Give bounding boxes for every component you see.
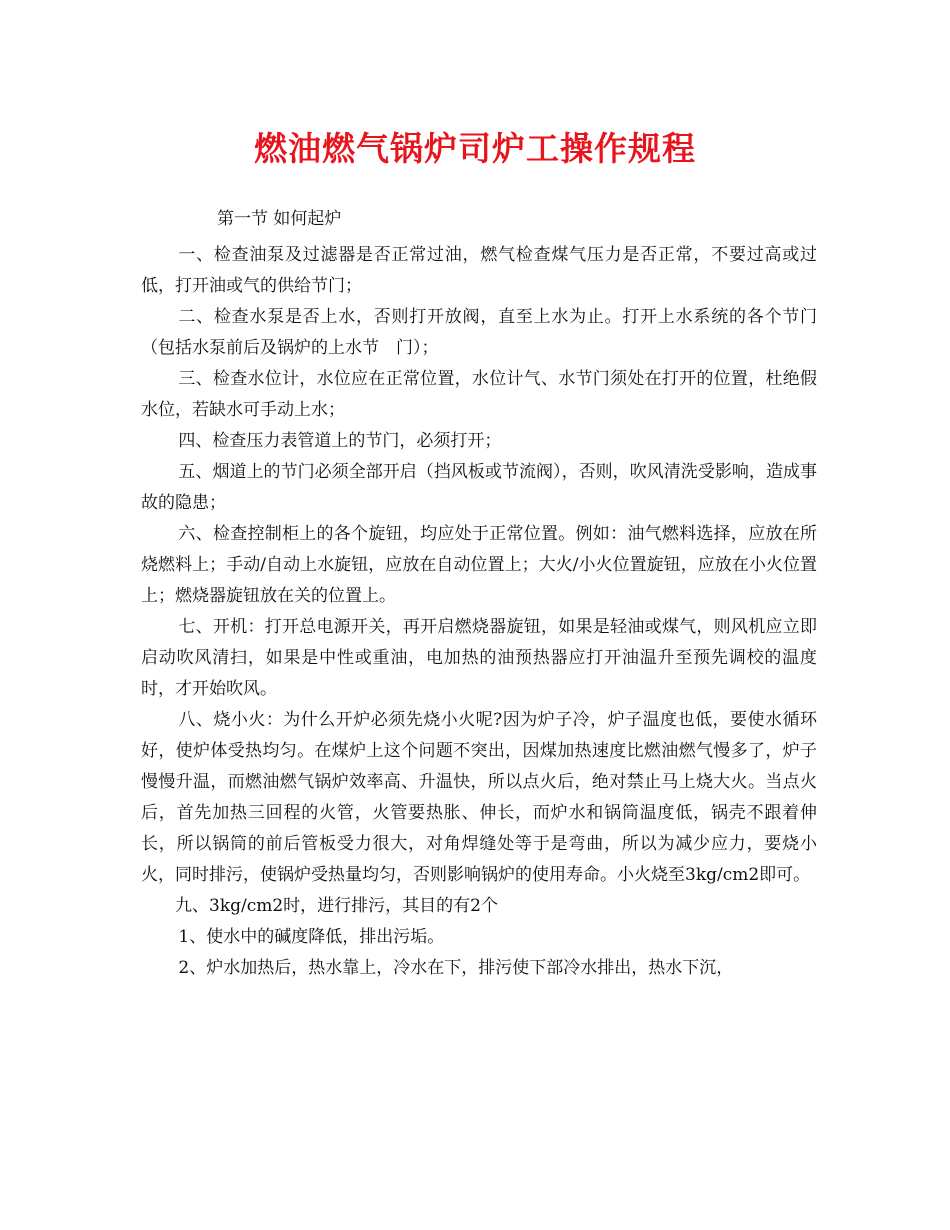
paragraph-step-8: 八、烧小火：为什么开炉必须先烧小火呢?因为炉子冷，炉子温度也低，要使水循环好，使炉体受热均匀。在煤炉上这个问题不突出，因煤加热速度比燃油燃气慢多了，炉子慢慢升温，而燃油燃气锅炉效率高、升温快，所以点火后，绝对禁止马上烧大火。当点火后，首先加热三回程的火管，火管要热胀、伸长，而炉水和锅筒温度低，锅壳不跟着伸长，所以锅筒的前后管板受力很大，对角焊缝处等于是弯曲，所以为减少应力，要烧小火，同时排污，使锅炉受热量均匀，否则影响锅炉的使用寿命。小火烧至3kg/cm2即可。 (141, 710, 817, 885)
paragraph-step-9: 九、3kg/cm2时，进行排污，其目的有2个 (175, 896, 498, 916)
paragraph-step-3: 三、检查水位计，水位应在正常位置，水位计气、水节门须处在打开的位置，杜绝假水位，若缺水可手动上水； (141, 369, 817, 420)
paragraph-step-4: 四、检查压力表管道上的节门，必须打开； (178, 431, 502, 451)
paragraph-step-7: 七、开机：打开总电源开关，再开启燃烧器旋钮，如果是轻油或煤气，则风机应立即启动吹风清扫，如果是中性或重油，电加热的油预热器应打开油温升至预先调校的温度时，才开始吹风。 (141, 617, 817, 699)
paragraph-step-5: 五、烟道上的节门必须全部开启（挡风板或节流阀），否则，吹风清洗受影响，造成事故的隐患； (141, 462, 817, 513)
document-title: 燃油燃气锅炉司炉工操作规程 (254, 129, 696, 168)
paragraph-step-6: 六、检查控制柜上的各个旋钮，均应处于正常位置。例如：油气燃料选择，应放在所烧燃料上；手动/自动上水旋钮，应放在自动位置上；大火/小火位置旋钮，应放在小火位置上；燃烧器旋钮放在关的位置上。 (141, 524, 817, 606)
section-heading: 第一节 如何起炉 (217, 209, 342, 229)
document-body (141, 240, 817, 984)
paragraph-substep-1: 1、使水中的碱度降低，排出污垢。 (178, 927, 445, 947)
paragraph-step-2: 二、检查水泵是否上水，否则打开放阀，直至上水为止。打开上水系统的各个节门（包括水泵前后及锅炉的上水节 门）； (141, 307, 817, 358)
paragraph-substep-2: 2、炉水加热后，热水靠上，冷水在下，排污使下部冷水排出，热水下沉， (178, 958, 734, 978)
paragraph-step-1: 一、检查油泵及过滤器是否正常过油，燃气检查煤气压力是否正常，不要过高或过低，打开油或气的供给节门； (141, 245, 817, 296)
